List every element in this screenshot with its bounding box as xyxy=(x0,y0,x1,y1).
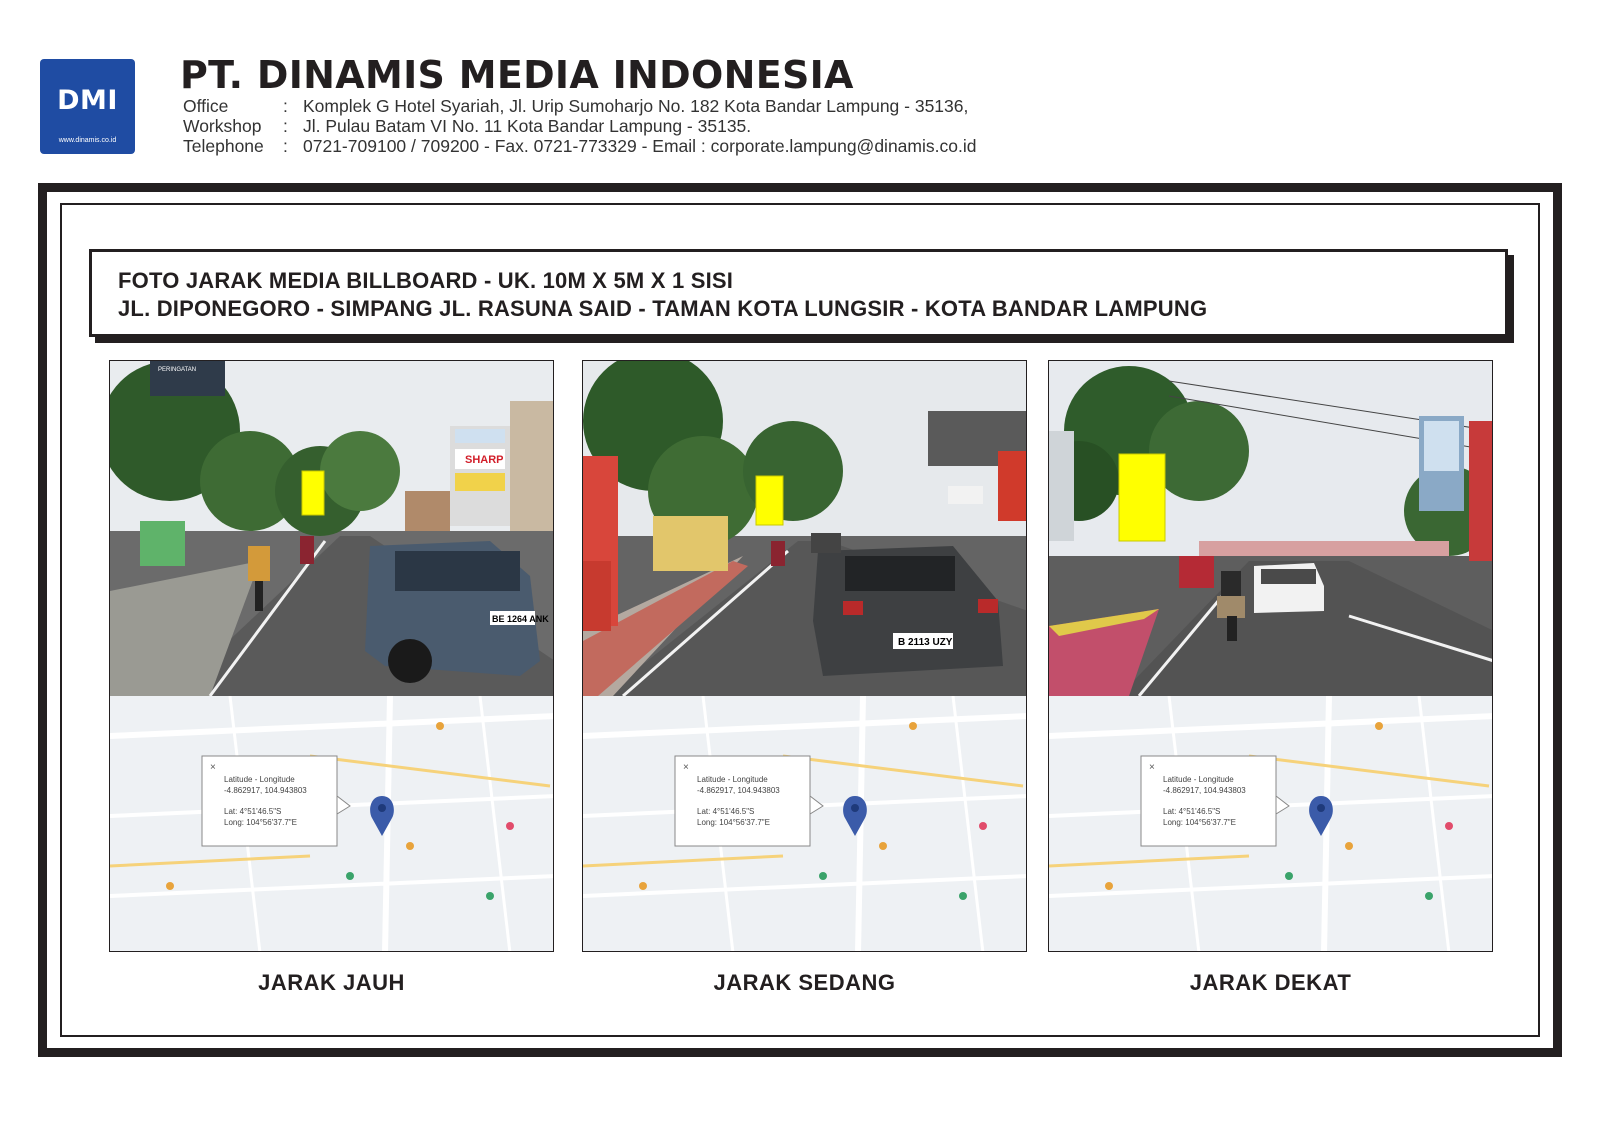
popup-long: Long: 104°56'37.7"E xyxy=(1163,818,1236,827)
coordinate-popup xyxy=(202,756,350,846)
warning-sign-text: PERINGATAN xyxy=(158,367,197,373)
map-view xyxy=(583,696,1026,952)
popup-heading: Latitude - Longitude xyxy=(224,775,295,784)
street-photo-near xyxy=(1049,361,1492,696)
street-photo xyxy=(1049,361,1492,696)
caption-jarak-sedang: JARAK SEDANG xyxy=(713,970,896,995)
popup-lat: Lat: 4°51'46.5"S xyxy=(224,807,282,816)
workshop-row xyxy=(183,116,976,136)
office-value: Komplek G Hotel Syariah, Jl. Urip Sumoharjo No. 182 Kota Bandar Lampung - 35136, xyxy=(303,96,969,116)
popup-long: Long: 104°56'37.7"E xyxy=(224,818,297,827)
location-map xyxy=(110,696,553,952)
popup-coords: -4.862917, 104.943803 xyxy=(224,786,307,795)
telephone-label: Telephone xyxy=(183,136,264,156)
coordinate-popup xyxy=(1141,756,1289,846)
workshop-label: Workshop xyxy=(183,116,262,136)
workshop-sep: : xyxy=(283,116,288,136)
popup-heading: Latitude - Longitude xyxy=(1163,775,1234,784)
popup-close-icon[interactable]: × xyxy=(1149,762,1155,773)
popup-coords: -4.862917, 104.943803 xyxy=(1163,786,1246,795)
license-plate: B 2113 UZY xyxy=(898,637,953,648)
telephone-value: 0721-709100 / 709200 - Fax. 0721-773329 - Email : corporate.lampung@dinamis.co.id xyxy=(303,136,977,156)
popup-long: Long: 104°56'37.7"E xyxy=(697,818,770,827)
popup-close-icon[interactable]: × xyxy=(210,762,216,773)
panel-jarak-dekat xyxy=(1048,360,1493,952)
sharp-sign-text: SHARP xyxy=(465,454,504,466)
logo-url: www.dinamis.co.id xyxy=(58,137,117,144)
map-view xyxy=(110,696,553,952)
location-map xyxy=(1049,696,1492,952)
billboard-marker xyxy=(302,471,324,515)
office-label: Office xyxy=(183,96,229,116)
telephone-sep: : xyxy=(283,136,288,156)
popup-heading: Latitude - Longitude xyxy=(697,775,768,784)
popup-lat: Lat: 4°51'46.5"S xyxy=(1163,807,1221,816)
popup-coords: -4.862917, 104.943803 xyxy=(697,786,780,795)
office-row xyxy=(183,96,976,116)
company-name: PT. DINAMIS MEDIA INDONESIA xyxy=(180,53,854,97)
map-view xyxy=(1049,696,1492,952)
company-logo xyxy=(40,59,135,154)
popup-close-icon[interactable]: × xyxy=(683,762,689,773)
billboard-marker xyxy=(756,476,783,525)
panel-jarak-sedang xyxy=(582,360,1027,952)
company-info xyxy=(183,96,976,156)
workshop-value: Jl. Pulau Batam VI No. 11 Kota Bandar Lampung - 35135. xyxy=(303,116,752,136)
location-map xyxy=(583,696,1026,952)
billboard-marker xyxy=(1119,454,1165,541)
street-photo-medium xyxy=(583,361,1026,696)
title-line-2: JL. DIPONEGORO - SIMPANG JL. RASUNA SAID - TAMAN KOTA LUNGSIR - KOTA BANDAR LAMPUNG xyxy=(118,296,1208,321)
caption-jarak-dekat: JARAK DEKAT xyxy=(1189,970,1352,995)
office-sep: : xyxy=(283,96,288,116)
coordinate-popup xyxy=(675,756,823,846)
street-photo xyxy=(110,361,553,696)
street-photo xyxy=(583,361,1026,696)
panel-jarak-jauh xyxy=(109,360,554,952)
logo-text: DMI xyxy=(57,85,118,116)
caption-jarak-jauh: JARAK JAUH xyxy=(258,970,405,995)
title-box xyxy=(89,249,1508,337)
popup-lat: Lat: 4°51'46.5"S xyxy=(697,807,755,816)
street-photo-far xyxy=(110,361,553,696)
telephone-row xyxy=(183,136,976,156)
title-line-1: FOTO JARAK MEDIA BILLBOARD - UK. 10M X 5M X 1 SISI xyxy=(118,268,734,293)
license-plate: BE 1264 ANK xyxy=(492,614,549,624)
